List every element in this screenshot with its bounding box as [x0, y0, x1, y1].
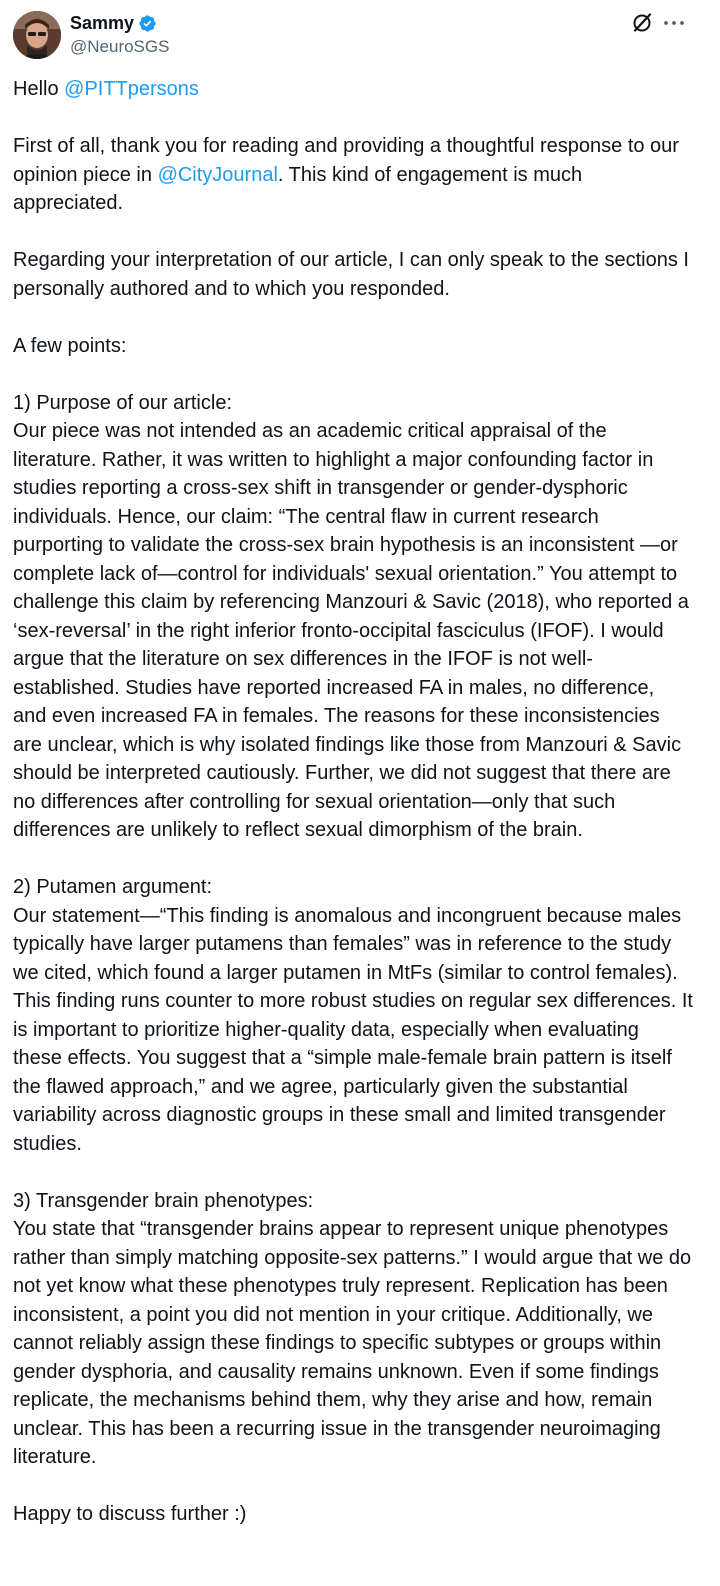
author-name-row [70, 12, 157, 34]
grok-icon[interactable] [631, 12, 653, 34]
paragraph-gap [13, 1158, 693, 1187]
paragraph-gap [13, 303, 693, 332]
avatar[interactable] [13, 11, 61, 59]
section-3-title: 3) Transgender brain phenotypes: [13, 1189, 314, 1212]
post-body [13, 75, 693, 1529]
section-3-body: You state that “transgender brains appear to represent unique phenotypes rather than simply matching opposite-sex patterns.” I would argue that we do not yet know what these phenotypes truly represent. Replication has been inconsistent, a point you did not mention in your critique. Additionally, we cannot reliably assign these findings to specific subtypes or groups within gender dysphoria, and causality remains unknown. Even if some findings replicate, the mechanisms behind them, why they arise and how, remain unclear. This has been a recurring issue in the transgender neuroimaging literature. [13, 1218, 692, 1468]
mention-cityjournal[interactable]: @CityJournal [157, 163, 278, 186]
mention-pittpersons[interactable]: @PITTpersons [64, 78, 199, 100]
paragraph-interpretation: Regarding your interpretation of our article, I can only speak to the sections I personally authored and to which you responded. [13, 249, 689, 300]
paragraph-gap [13, 360, 693, 389]
paragraph-thanks [13, 132, 693, 218]
paragraph-thanks-text-start: First of all, thank you for reading and providing a thoughtful response to our opinion piece in [13, 135, 679, 186]
greeting-line [13, 75, 693, 104]
paragraph-gap [13, 104, 693, 133]
section-1-title: 1) Purpose of our article: [13, 391, 232, 414]
section-2-title: 2) Putamen argument: [13, 876, 212, 898]
paragraph-gap [13, 1472, 693, 1501]
verified-badge-icon [138, 14, 157, 33]
author-handle[interactable]: @NeuroSGS [70, 37, 170, 56]
closing-line: Happy to discuss further :) [13, 1503, 247, 1525]
post-header [0, 0, 720, 70]
author-display-name[interactable]: Sammy [70, 13, 135, 33]
avatar-image [13, 11, 61, 59]
paragraph-few-points: A few points: [13, 334, 127, 357]
paragraph-gap [13, 218, 693, 247]
paragraph-thanks-text-end: . This kind of engagement is much appreciated. [13, 163, 583, 214]
section-1-body: Our piece was not intended as an academic critical appraisal of the literature. Rather, it was written to highlight a major confounding factor in studies reporting a cross-sex shift in transgender or gender-dysphoric individuals. Hence, our claim: “The central flaw in current research purporting to validate the cross-sex brain hypothesis is an inconsistent —or complete lack of—control for individuals' sexual orientation.” You attempt to challenge this claim by referencing Manzouri & Savic (2018), who reported a ‘sex-reversal’ in the right inferior fronto-occipital fasciculus (IFOF). I would argue that the literature on sex differences in the IFOF is not well-established. Studies have reported increased FA in males, no difference, and even increased FA in females. The reasons for these inconsistencies are unclear, which is why isolated findings like those from Manzouri & Savic should be interpreted cautiously. Further, we did not suggest that there are no differences after controlling for sexual orientation—only that such differences are unlikely to reflect sexual dimorphism of the brain. [13, 420, 689, 841]
section-2-body: Our statement—“This finding is anomalous and incongruent because males typically have larger putamens than females” was in reference to the study we cited, which found a larger putamen in MtFs (similar to control females). This finding runs counter to more robust studies on regular sex differences. It is important to prioritize higher-quality data, especially when evaluating these effects. You suggest that a “simple male-female brain pattern is itself the flawed approach,” and we agree, particularly given the substantial variability across diagnostic groups in these small and limited transgender studies. [13, 904, 693, 1155]
paragraph-gap [13, 845, 693, 874]
greeting-text: Hello [13, 78, 65, 100]
more-icon[interactable] [662, 12, 686, 34]
